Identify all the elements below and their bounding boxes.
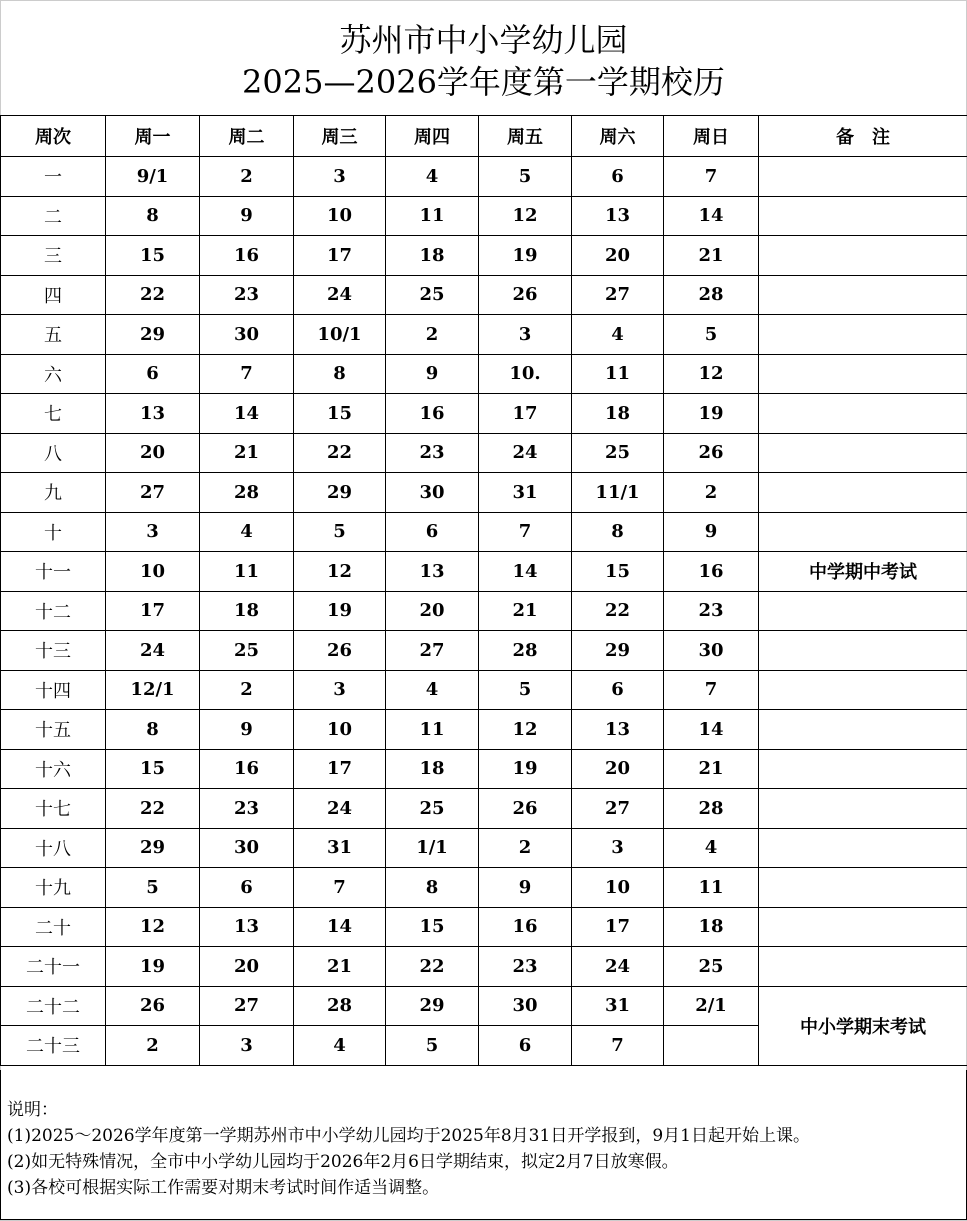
- day-cell: 22: [106, 275, 200, 315]
- table-row: [1, 947, 967, 987]
- note-cell: [759, 196, 967, 236]
- table-row: [1, 710, 967, 750]
- day-cell: 3: [572, 828, 664, 868]
- day-cell: 28: [479, 631, 572, 671]
- day-cell: 6: [386, 512, 479, 552]
- day-cell: 9: [200, 710, 294, 750]
- table-row: [1, 907, 967, 947]
- day-cell: 28: [664, 275, 759, 315]
- day-cell: 18: [572, 394, 664, 434]
- day-cell: 7: [479, 512, 572, 552]
- day-cell: 16: [664, 552, 759, 592]
- week-number: 十六: [1, 749, 106, 789]
- day-cell: 20: [200, 947, 294, 987]
- day-cell: 22: [386, 947, 479, 987]
- day-cell: 10: [294, 196, 386, 236]
- day-cell: 27: [200, 986, 294, 1026]
- week-number: 十九: [1, 868, 106, 908]
- note-cell: [759, 315, 967, 355]
- week-number: 二十一: [1, 947, 106, 987]
- day-cell: 6: [106, 354, 200, 394]
- table-row: [1, 670, 967, 710]
- note-cell: [759, 157, 967, 197]
- day-cell: 15: [106, 749, 200, 789]
- day-cell: 10: [106, 552, 200, 592]
- table-row: [1, 749, 967, 789]
- day-cell: 6: [572, 670, 664, 710]
- notes-section: [0, 1070, 967, 1220]
- week-number: 十七: [1, 789, 106, 829]
- day-cell: 9: [664, 512, 759, 552]
- day-cell: 22: [572, 591, 664, 631]
- day-cell: 2: [664, 473, 759, 513]
- day-cell: 11: [572, 354, 664, 394]
- day-cell: 2: [200, 670, 294, 710]
- column-header: 周次: [1, 116, 106, 157]
- table-row: [1, 315, 967, 355]
- day-cell: 28: [664, 789, 759, 829]
- week-number: 二十: [1, 907, 106, 947]
- day-cell: 19: [479, 236, 572, 276]
- table-row: [1, 473, 967, 513]
- day-cell: 22: [294, 433, 386, 473]
- day-cell: 16: [200, 236, 294, 276]
- day-cell: 19: [106, 947, 200, 987]
- day-cell: 24: [294, 789, 386, 829]
- day-cell: 12/1: [106, 670, 200, 710]
- note-cell: [759, 710, 967, 750]
- day-cell: 28: [200, 473, 294, 513]
- day-cell: 27: [572, 275, 664, 315]
- day-cell: 8: [294, 354, 386, 394]
- day-cell: 29: [106, 828, 200, 868]
- note-cell: 中小学期末考试: [759, 986, 967, 1065]
- day-cell: 24: [572, 947, 664, 987]
- day-cell: 7: [664, 157, 759, 197]
- day-cell: 25: [664, 947, 759, 987]
- day-cell: 16: [479, 907, 572, 947]
- day-cell: 13: [572, 710, 664, 750]
- day-cell: 19: [479, 749, 572, 789]
- column-header: 周四: [386, 116, 479, 157]
- day-cell: 1/1: [386, 828, 479, 868]
- day-cell: 10/1: [294, 315, 386, 355]
- table-row: [1, 591, 967, 631]
- day-cell: 23: [386, 433, 479, 473]
- note-cell: [759, 907, 967, 947]
- note-cell: [759, 236, 967, 276]
- day-cell: 29: [572, 631, 664, 671]
- table-row: [1, 631, 967, 671]
- day-cell: 20: [106, 433, 200, 473]
- day-cell: 23: [200, 789, 294, 829]
- day-cell: 31: [479, 473, 572, 513]
- day-cell: 27: [386, 631, 479, 671]
- day-cell: 26: [479, 789, 572, 829]
- day-cell: 12: [294, 552, 386, 592]
- day-cell: 16: [200, 749, 294, 789]
- header-row: [1, 116, 967, 157]
- note-item: (2)如无特殊情况，全市中小学幼儿园均于2026年2月6日学期结束，拟定2月7日放寒假。: [7, 1152, 679, 1172]
- day-cell: 4: [572, 315, 664, 355]
- day-cell: 9: [479, 868, 572, 908]
- day-cell: 14: [200, 394, 294, 434]
- column-header: 周五: [479, 116, 572, 157]
- table-row: [1, 236, 967, 276]
- day-cell: 31: [294, 828, 386, 868]
- day-cell: 11: [664, 868, 759, 908]
- week-number: 九: [1, 473, 106, 513]
- note-cell: [759, 670, 967, 710]
- table-row: [1, 868, 967, 908]
- day-cell: 5: [106, 868, 200, 908]
- day-cell: 25: [200, 631, 294, 671]
- day-cell: 6: [479, 1026, 572, 1066]
- note-item: (3)各校可根据实际工作需要对期末考试时间作适当调整。: [7, 1178, 440, 1198]
- day-cell: 29: [386, 986, 479, 1026]
- day-cell: 25: [386, 789, 479, 829]
- day-cell: 5: [479, 157, 572, 197]
- day-cell: 26: [479, 275, 572, 315]
- day-cell: 7: [664, 670, 759, 710]
- day-cell: 4: [664, 828, 759, 868]
- day-cell: 7: [294, 868, 386, 908]
- day-cell: 30: [386, 473, 479, 513]
- week-number: 十四: [1, 670, 106, 710]
- day-cell: 4: [386, 670, 479, 710]
- day-cell: 12: [479, 196, 572, 236]
- day-cell: 2: [106, 1026, 200, 1066]
- day-cell: 25: [386, 275, 479, 315]
- day-cell: 15: [106, 236, 200, 276]
- day-cell: 8: [106, 710, 200, 750]
- day-cell: 18: [664, 907, 759, 947]
- table-row: [1, 789, 967, 829]
- day-cell: 9: [386, 354, 479, 394]
- day-cell: 26: [106, 986, 200, 1026]
- note-cell: [759, 631, 967, 671]
- column-header: 周六: [572, 116, 664, 157]
- day-cell: 13: [200, 907, 294, 947]
- day-cell: 20: [572, 236, 664, 276]
- day-cell: 10: [294, 710, 386, 750]
- week-number: 十二: [1, 591, 106, 631]
- day-cell: 21: [294, 947, 386, 987]
- day-cell: 27: [106, 473, 200, 513]
- week-number: 十三: [1, 631, 106, 671]
- table-row: [1, 433, 967, 473]
- day-cell: [664, 1026, 759, 1066]
- day-cell: 27: [572, 789, 664, 829]
- calendar-body: [1, 157, 967, 1066]
- day-cell: 18: [386, 236, 479, 276]
- day-cell: 13: [386, 552, 479, 592]
- day-cell: 4: [200, 512, 294, 552]
- school-calendar-table: [0, 115, 967, 1066]
- note-cell: [759, 947, 967, 987]
- day-cell: 21: [479, 591, 572, 631]
- column-header: 备 注: [759, 116, 967, 157]
- day-cell: 14: [479, 552, 572, 592]
- day-cell: 2: [479, 828, 572, 868]
- day-cell: 12: [106, 907, 200, 947]
- note-cell: [759, 473, 967, 513]
- day-cell: 8: [106, 196, 200, 236]
- day-cell: 11: [386, 710, 479, 750]
- note-cell: [759, 512, 967, 552]
- week-number: 十五: [1, 710, 106, 750]
- day-cell: 31: [572, 986, 664, 1026]
- day-cell: 26: [294, 631, 386, 671]
- table-row: [1, 512, 967, 552]
- day-cell: 7: [572, 1026, 664, 1066]
- day-cell: 24: [479, 433, 572, 473]
- day-cell: 21: [664, 236, 759, 276]
- table-row: [1, 354, 967, 394]
- week-number: 十一: [1, 552, 106, 592]
- day-cell: 3: [294, 670, 386, 710]
- note-cell: [759, 354, 967, 394]
- week-number: 五: [1, 315, 106, 355]
- note-cell: [759, 275, 967, 315]
- day-cell: 2: [200, 157, 294, 197]
- column-header: 周一: [106, 116, 200, 157]
- day-cell: 28: [294, 986, 386, 1026]
- day-cell: 5: [386, 1026, 479, 1066]
- day-cell: 6: [200, 868, 294, 908]
- day-cell: 19: [294, 591, 386, 631]
- day-cell: 12: [664, 354, 759, 394]
- day-cell: 15: [294, 394, 386, 434]
- day-cell: 20: [572, 749, 664, 789]
- day-cell: 6: [572, 157, 664, 197]
- day-cell: 23: [479, 947, 572, 987]
- table-row: [1, 986, 967, 1026]
- day-cell: 3: [106, 512, 200, 552]
- week-number: 十八: [1, 828, 106, 868]
- week-number: 二十二: [1, 986, 106, 1026]
- note-cell: [759, 394, 967, 434]
- day-cell: 13: [106, 394, 200, 434]
- notes-heading: 说明：: [7, 1100, 58, 1120]
- day-cell: 3: [294, 157, 386, 197]
- day-cell: 16: [386, 394, 479, 434]
- table-row: [1, 275, 967, 315]
- note-item: (1)2025～2026学年度第一学期苏州市中小学幼儿园均于2025年8月31日开学报到，9月1日起开始上课。: [7, 1126, 810, 1146]
- day-cell: 23: [664, 591, 759, 631]
- note-cell: 中学期中考试: [759, 552, 967, 592]
- note-cell: [759, 828, 967, 868]
- day-cell: 21: [200, 433, 294, 473]
- day-cell: 17: [294, 749, 386, 789]
- day-cell: 14: [664, 710, 759, 750]
- day-cell: 24: [294, 275, 386, 315]
- note-cell: [759, 868, 967, 908]
- day-cell: 5: [664, 315, 759, 355]
- day-cell: 17: [106, 591, 200, 631]
- week-number: 二十三: [1, 1026, 106, 1066]
- day-cell: 4: [386, 157, 479, 197]
- day-cell: 17: [294, 236, 386, 276]
- day-cell: 30: [664, 631, 759, 671]
- day-cell: 14: [294, 907, 386, 947]
- day-cell: 2/1: [664, 986, 759, 1026]
- column-header: 周三: [294, 116, 386, 157]
- day-cell: 3: [479, 315, 572, 355]
- table-row: [1, 828, 967, 868]
- title-line-2: 2025—2026学年度第一学期校历: [242, 63, 725, 101]
- column-header: 周日: [664, 116, 759, 157]
- day-cell: 2: [386, 315, 479, 355]
- document-title: [0, 0, 967, 115]
- day-cell: 11/1: [572, 473, 664, 513]
- week-number: 四: [1, 275, 106, 315]
- week-number: 三: [1, 236, 106, 276]
- note-cell: [759, 789, 967, 829]
- table-row: [1, 394, 967, 434]
- note-cell: [759, 749, 967, 789]
- week-number: 六: [1, 354, 106, 394]
- day-cell: 17: [572, 907, 664, 947]
- week-number: 二: [1, 196, 106, 236]
- note-cell: [759, 591, 967, 631]
- day-cell: 26: [664, 433, 759, 473]
- day-cell: 17: [479, 394, 572, 434]
- day-cell: 21: [664, 749, 759, 789]
- day-cell: 7: [200, 354, 294, 394]
- day-cell: 15: [572, 552, 664, 592]
- day-cell: 25: [572, 433, 664, 473]
- day-cell: 15: [386, 907, 479, 947]
- day-cell: 12: [479, 710, 572, 750]
- day-cell: 29: [294, 473, 386, 513]
- table-row: [1, 552, 967, 592]
- title-line-1: 苏州市中小学幼儿园: [339, 21, 628, 59]
- day-cell: 11: [386, 196, 479, 236]
- day-cell: 20: [386, 591, 479, 631]
- day-cell: 29: [106, 315, 200, 355]
- week-number: 八: [1, 433, 106, 473]
- week-number: 一: [1, 157, 106, 197]
- day-cell: 4: [294, 1026, 386, 1066]
- week-number: 十: [1, 512, 106, 552]
- day-cell: 5: [479, 670, 572, 710]
- day-cell: 23: [200, 275, 294, 315]
- day-cell: 18: [386, 749, 479, 789]
- day-cell: 3: [200, 1026, 294, 1066]
- day-cell: 22: [106, 789, 200, 829]
- day-cell: 8: [386, 868, 479, 908]
- day-cell: 14: [664, 196, 759, 236]
- day-cell: 30: [200, 315, 294, 355]
- day-cell: 8: [572, 512, 664, 552]
- column-header: 周二: [200, 116, 294, 157]
- day-cell: 30: [479, 986, 572, 1026]
- day-cell: 24: [106, 631, 200, 671]
- note-cell: [759, 433, 967, 473]
- table-row: [1, 196, 967, 236]
- day-cell: 19: [664, 394, 759, 434]
- day-cell: 9: [200, 196, 294, 236]
- day-cell: 5: [294, 512, 386, 552]
- day-cell: 13: [572, 196, 664, 236]
- week-number: 七: [1, 394, 106, 434]
- day-cell: 9/1: [106, 157, 200, 197]
- table-row: [1, 157, 967, 197]
- day-cell: 18: [200, 591, 294, 631]
- day-cell: 10: [572, 868, 664, 908]
- day-cell: 11: [200, 552, 294, 592]
- day-cell: 30: [200, 828, 294, 868]
- day-cell: 10.: [479, 354, 572, 394]
